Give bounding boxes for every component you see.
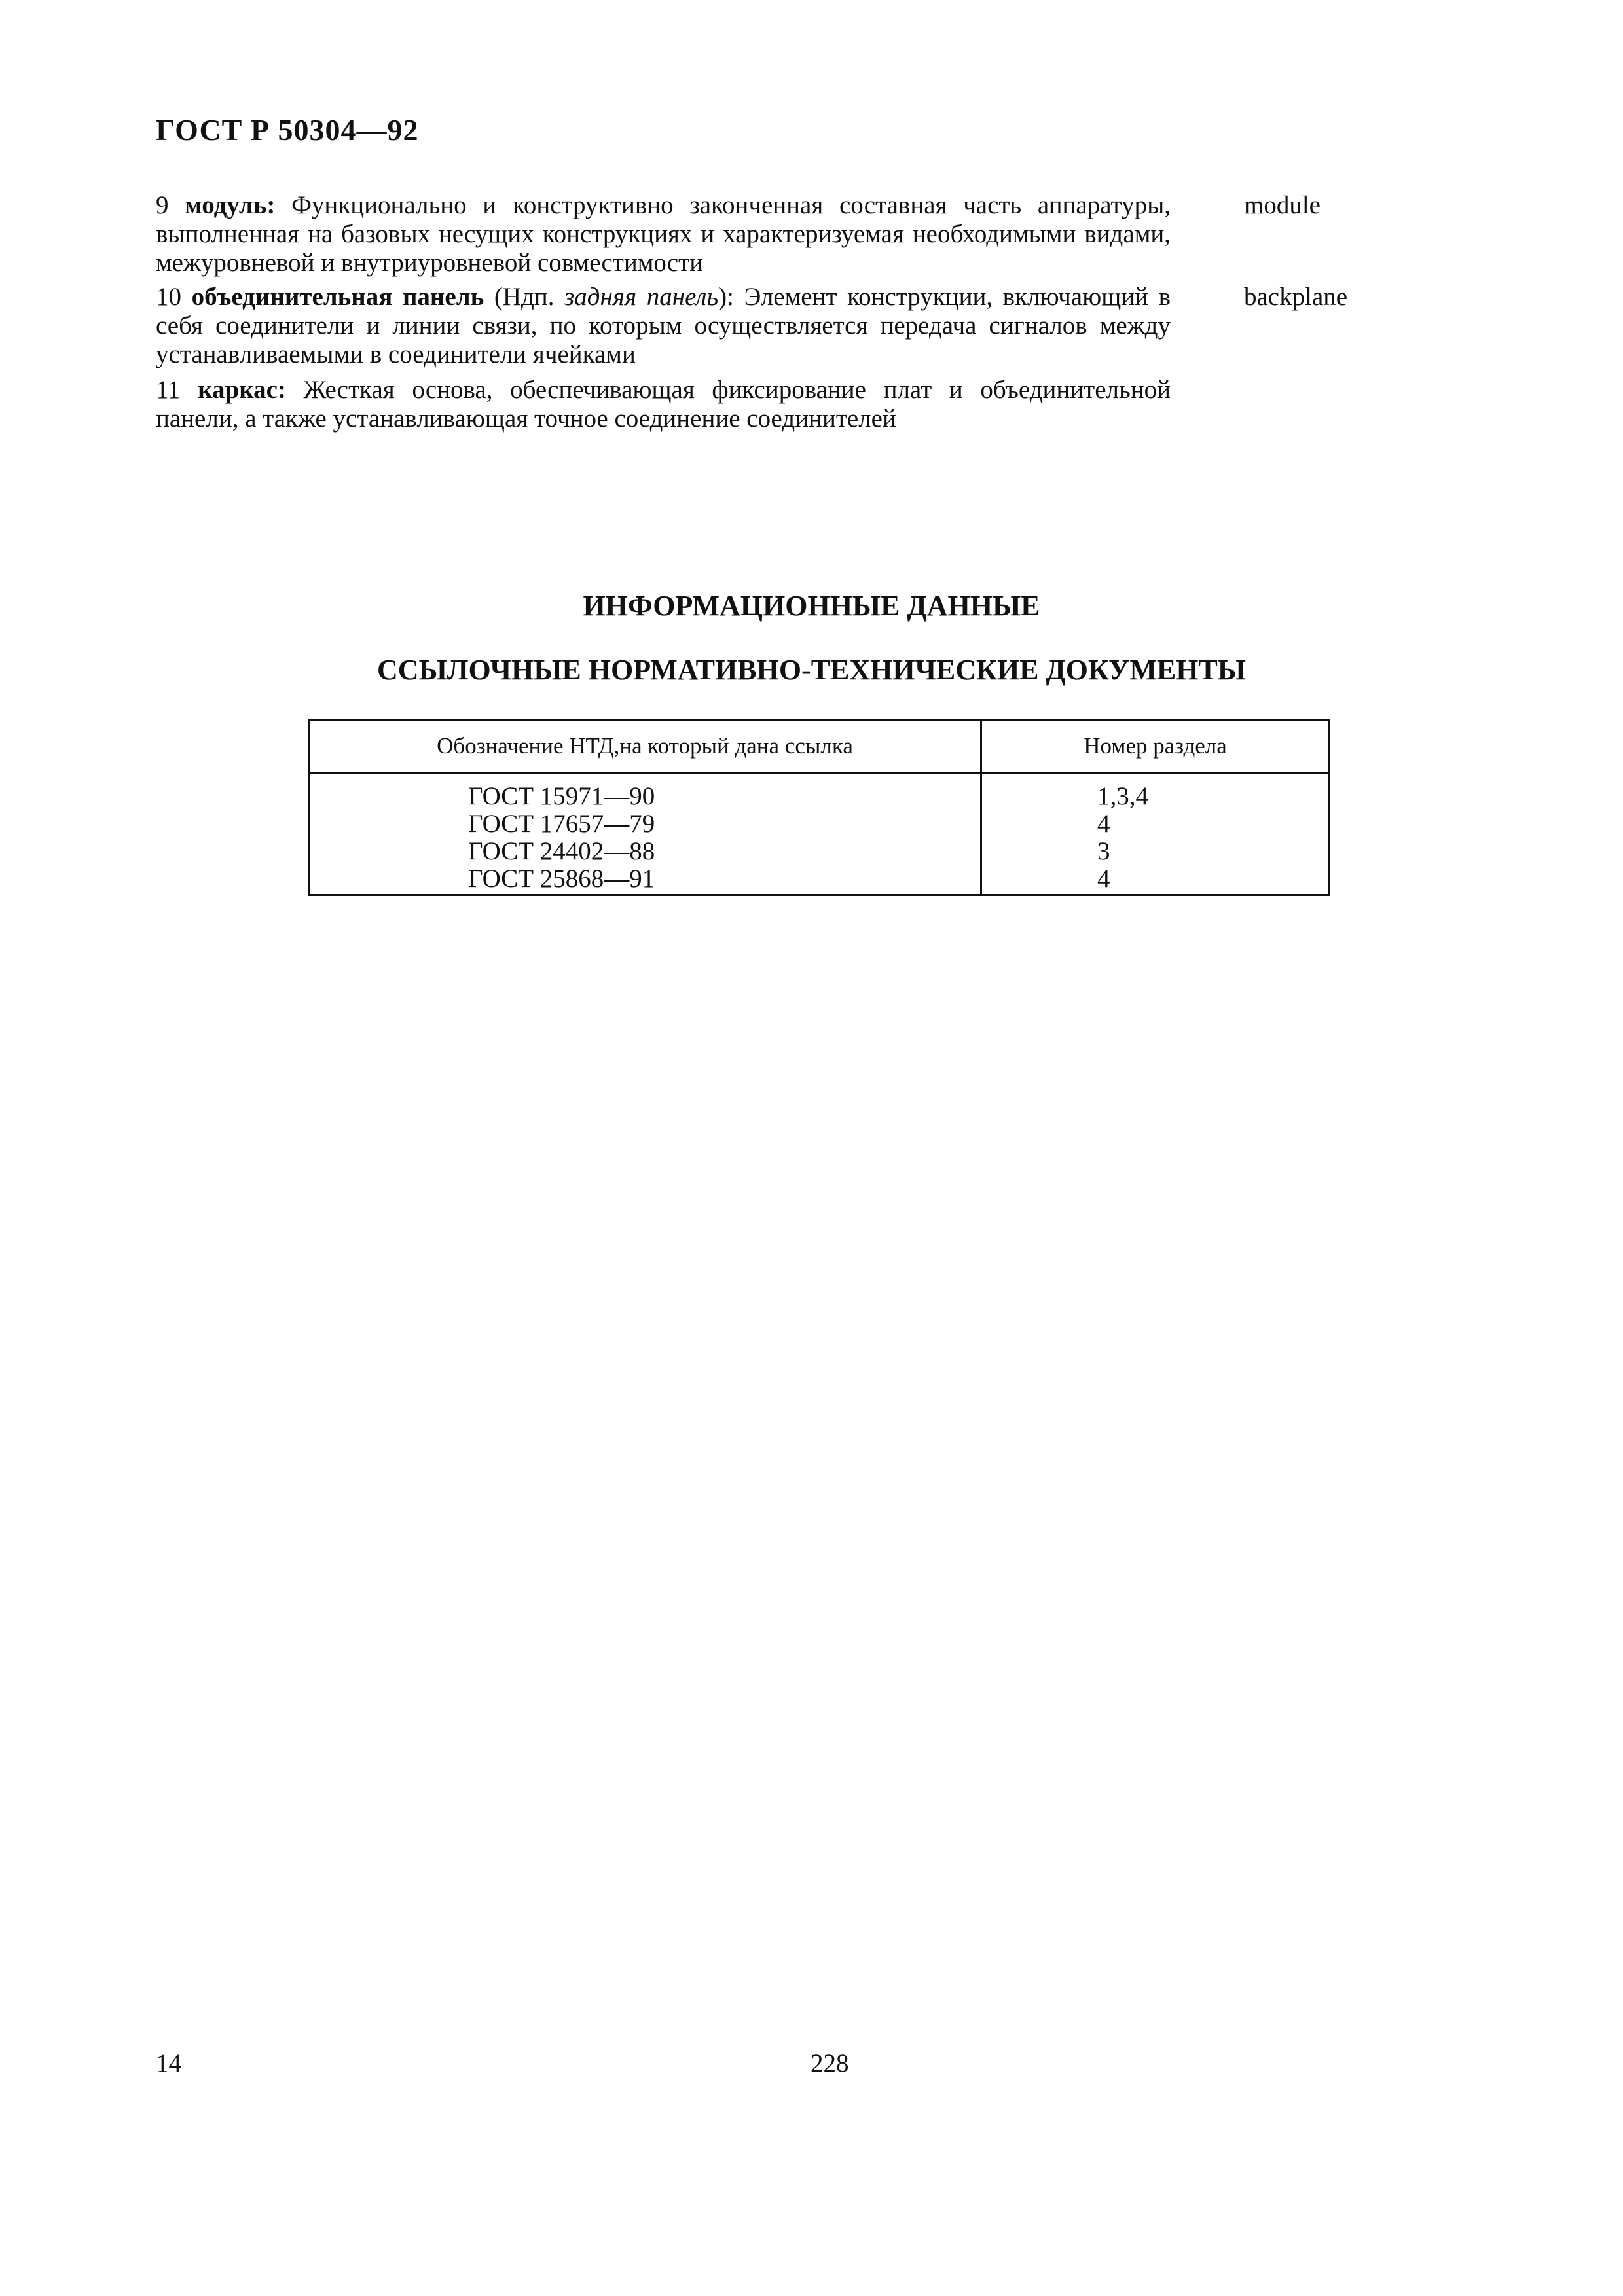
- term-number: 10: [156, 283, 181, 311]
- section-cell: 3: [981, 838, 1330, 865]
- term-english-10: backplane: [1244, 283, 1348, 311]
- term-number: 9: [156, 191, 169, 219]
- term-note-italic: задняя панель: [564, 283, 719, 311]
- info-heading: ИНФОРМАЦИОННЫЕ ДАННЫЕ: [583, 590, 1040, 622]
- page-number-center: 228: [811, 2049, 849, 2077]
- document-cell: ГОСТ 24402—88: [309, 838, 981, 865]
- section-cell: 1,3,4: [981, 773, 1330, 811]
- document-cell: ГОСТ 17657—79: [309, 810, 981, 838]
- section-cell: 4: [981, 865, 1330, 895]
- term-name: модуль:: [185, 191, 276, 219]
- info-subheading: ССЫЛОЧНЫЕ НОРМАТИВНО-ТЕХНИЧЕСКИЕ ДОКУМЕНТЫ: [377, 654, 1246, 686]
- term-definition: Элемент конструкции, включающий в себя соединители и линии связи, по которым осуществляется передача сигналов между устанавливаемыми в соединители ячейками: [156, 283, 1171, 368]
- term-definition: Функционально и конструктивно законченная составная часть аппаратуры, выполненная на базовых несущих конструкциях и характеризуемая необходимыми видами, межуровневой и внутриуровневой совместимости: [156, 191, 1171, 277]
- term-entry-11: [156, 376, 1171, 433]
- term-number: 11: [156, 376, 181, 404]
- references-table: [308, 719, 1330, 896]
- term-note-close: ):: [718, 283, 734, 311]
- term-definition: Жесткая основа, обеспечивающая фиксирование плат и объединительной панели, а также устанавливающая точное соединение соединителей: [156, 376, 1171, 433]
- table-row: [309, 865, 1330, 895]
- term-english-9: module: [1244, 191, 1321, 219]
- term-entry-9: [156, 191, 1171, 278]
- term-entry-10: [156, 283, 1171, 369]
- section-cell: 4: [981, 810, 1330, 838]
- term-name: объединительная панель: [191, 283, 484, 311]
- column-header-section: Номер раздела: [981, 720, 1330, 773]
- document-cell: ГОСТ 25868—91: [309, 865, 981, 895]
- table-row: [309, 838, 1330, 865]
- term-name: каркас:: [198, 376, 286, 404]
- table-row: [309, 773, 1330, 811]
- column-header-document: Обозначение НТД,на который дана ссылка: [309, 720, 981, 773]
- page-number-left: 14: [156, 2049, 181, 2077]
- table-row: [309, 810, 1330, 838]
- term-note-open: (Ндп.: [494, 283, 565, 311]
- document-title: ГОСТ Р 50304—92: [156, 113, 419, 147]
- document-cell: ГОСТ 15971—90: [309, 773, 981, 811]
- table-header-row: [309, 720, 1330, 773]
